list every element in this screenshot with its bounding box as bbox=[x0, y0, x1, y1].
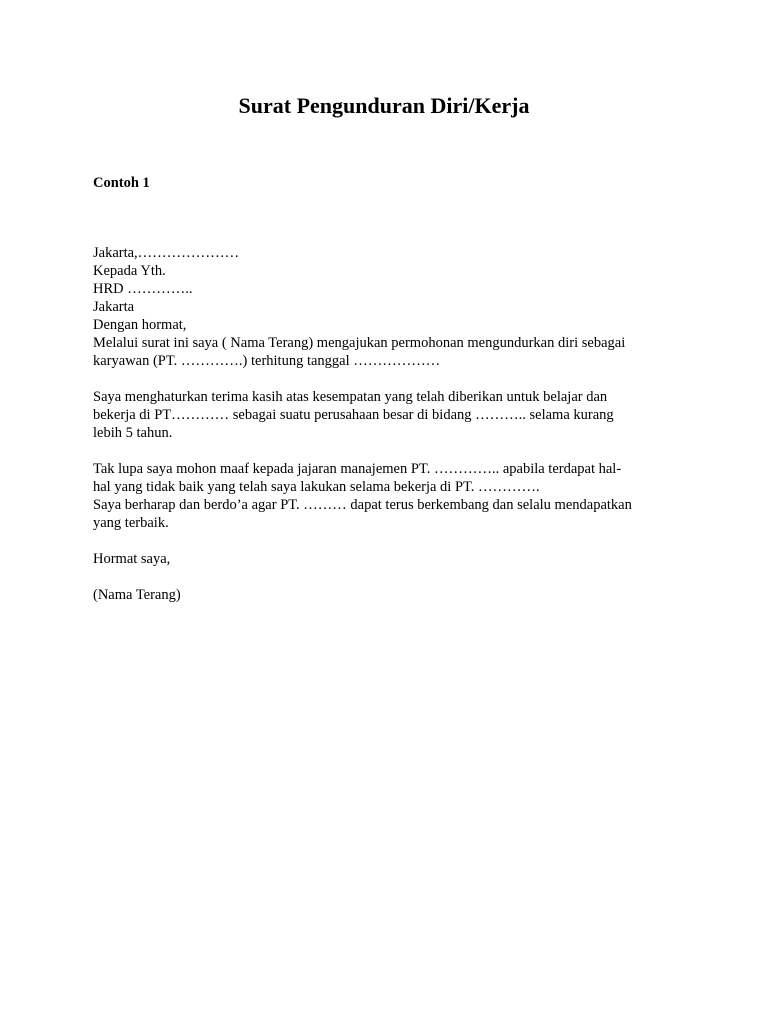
letter-line-signature: (Nama Terang) bbox=[93, 587, 181, 603]
paragraph-gap bbox=[93, 442, 678, 460]
paragraph-gap bbox=[93, 370, 678, 388]
letter-line-paragraph1-a: Melalui surat ini saya ( Nama Terang) mengajukan permohonan mengundurkan diri sebagai bbox=[93, 335, 626, 351]
example-heading: Contoh 1 bbox=[93, 175, 150, 191]
letter-line-paragraph3-c: Saya berharap dan berdo’a agar PT. ……… dapat terus berkembang dan selalu mendapatkan bbox=[93, 497, 632, 513]
letter-line-paragraph2-b: bekerja di PT………… sebagai suatu perusahaan besar di bidang ……….. selama kurang bbox=[93, 407, 614, 423]
letter-line-closing: Hormat saya, bbox=[93, 551, 171, 567]
document-title: Surat Pengunduran Diri/Kerja bbox=[238, 93, 530, 118]
letter-line-paragraph3-d: yang terbaik. bbox=[93, 515, 169, 531]
letter-line-paragraph1-b: karyawan (PT. ………….) terhitung tanggal ……………… bbox=[93, 353, 441, 369]
letter-line-city: Jakarta bbox=[93, 299, 135, 315]
letter-line-date: Jakarta,………………… bbox=[93, 245, 240, 261]
letter-line-greeting: Dengan hormat, bbox=[93, 317, 187, 333]
letter-line-recipient: Kepada Yth. bbox=[93, 263, 166, 279]
letter-line-hrd: HRD ………….. bbox=[93, 281, 193, 297]
letter-body bbox=[93, 244, 678, 604]
letter-line-paragraph2-a: Saya menghaturkan terima kasih atas kesempatan yang telah diberikan untuk belajar dan bbox=[93, 389, 608, 405]
letter-line-paragraph3-a: Tak lupa saya mohon maaf kepada jajaran manajemen PT. ………….. apabila terdapat hal- bbox=[93, 461, 622, 477]
paragraph-gap bbox=[93, 568, 678, 586]
letter-line-paragraph3-b: hal yang tidak baik yang telah saya lakukan selama bekerja di PT. …………. bbox=[93, 479, 540, 495]
paragraph-gap bbox=[93, 532, 678, 550]
letter-line-paragraph2-c: lebih 5 tahun. bbox=[93, 425, 173, 441]
